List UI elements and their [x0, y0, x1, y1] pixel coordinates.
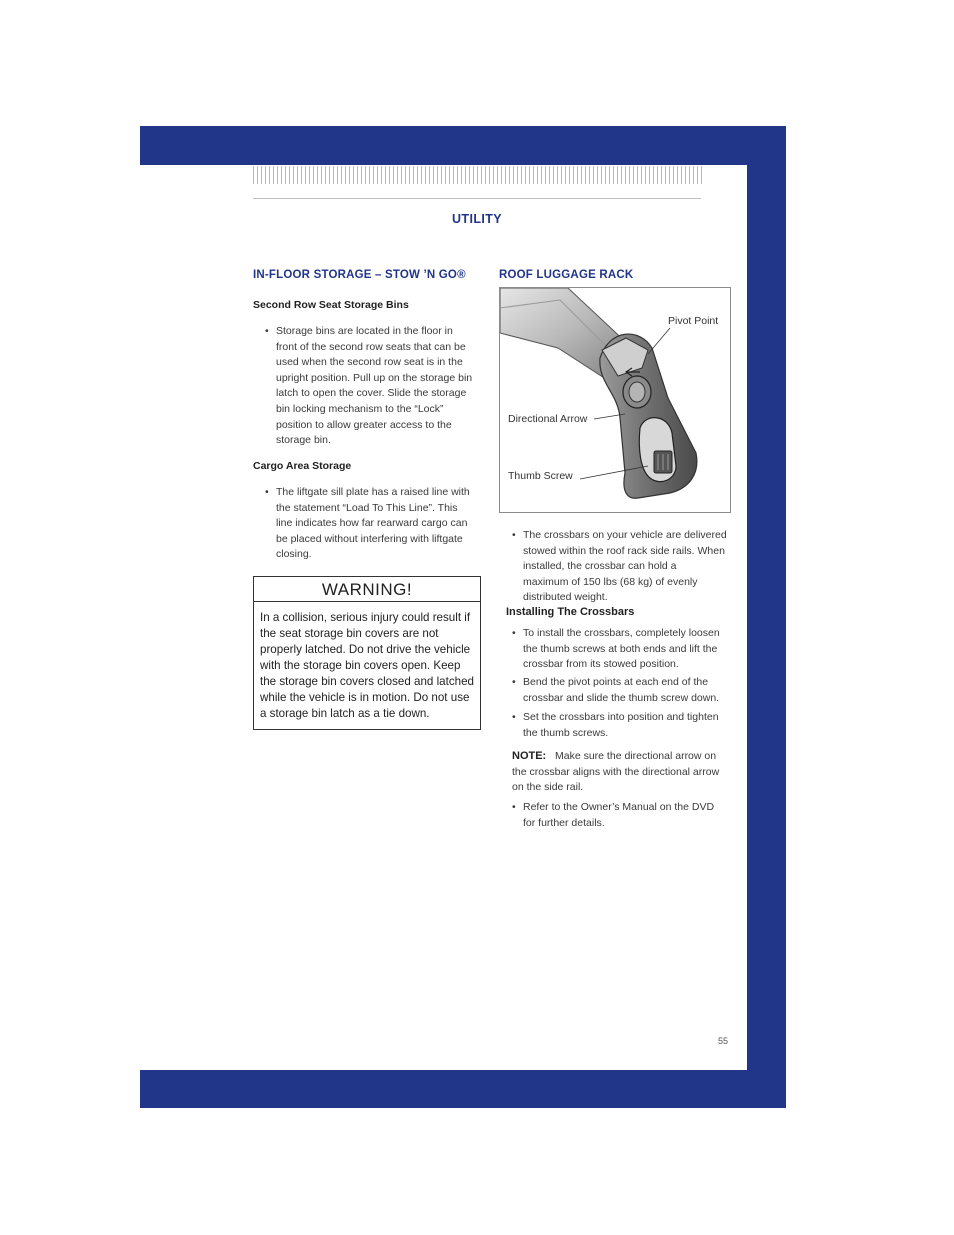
- note-label: NOTE:: [512, 750, 547, 762]
- warning-title: WARNING!: [254, 577, 480, 602]
- liftgate-bullet: • The liftgate sill plate has a raised line with the statement “Load To This Line”. This line indicates how far rearward cargo can be placed without interfering with liftgate closing.: [265, 486, 470, 561]
- pivot-point-label: Pivot Point: [668, 315, 719, 327]
- warning-box: [253, 576, 481, 730]
- section-title: UTILITY: [451, 212, 503, 226]
- directional-arrow-label: Directional Arrow: [508, 413, 588, 425]
- directional-arrow-note: NOTE: Make sure the directional arrow on the crossbar aligns with the directional arrow on the side rail.: [512, 750, 720, 794]
- loosen-screws-bullet: • To install the crossbars, completely loosen the thumb screws at both ends and lift the crossbar from its stowed position.: [512, 627, 720, 671]
- set-crossbars-bullet: • Set the crossbars into position and tighten the thumb screws.: [512, 711, 719, 739]
- bend-pivot-bullet: • Bend the pivot points at each end of the crossbar and slide the thumb screw down.: [512, 676, 720, 704]
- crossbar-figure: [499, 287, 731, 513]
- cargo-area-subheading: Cargo Area Storage: [253, 460, 352, 472]
- crossbars-delivered-bullet: • The crossbars on your vehicle are delivered stowed within the roof rack side rails. When installed, the crossbar can hold a maximum of 150 lbs (68 kg) of evenly distributed weight.: [512, 529, 727, 604]
- in-floor-storage-heading: IN-FLOOR STORAGE – STOW ’N GO®: [253, 269, 466, 281]
- second-row-subheading: Second Row Seat Storage Bins: [253, 299, 409, 311]
- header-ruler: [253, 166, 704, 184]
- header-divider: [253, 198, 701, 199]
- owners-manual-bullet: • Refer to the Owner’s Manual on the DVD for further details.: [512, 801, 715, 829]
- page-number: 55: [718, 1036, 729, 1046]
- warning-text: In a collision, serious injury could result if the seat storage bin covers are not properly latched. Do not drive the vehicle with the storage bin covers open. Keep the storage bin covers closed and latched while the vehicle is in motion. Do not use a storage bin latch as a tie down.: [260, 611, 474, 720]
- storage-bins-bullet: • Storage bins are located in the floor in front of the second row seats that can be used when the second row seat is in the upright position. Pull up on the storage bin latch to open the cover. Slide the storage bin locking mechanism to the “Lock” position to allow greater access to the storage bin.: [265, 325, 473, 447]
- thumb-screw-label: Thumb Screw: [508, 470, 573, 482]
- roof-luggage-rack-heading: ROOF LUGGAGE RACK: [499, 269, 634, 281]
- installing-crossbars-subheading: Installing The Crossbars: [506, 606, 635, 618]
